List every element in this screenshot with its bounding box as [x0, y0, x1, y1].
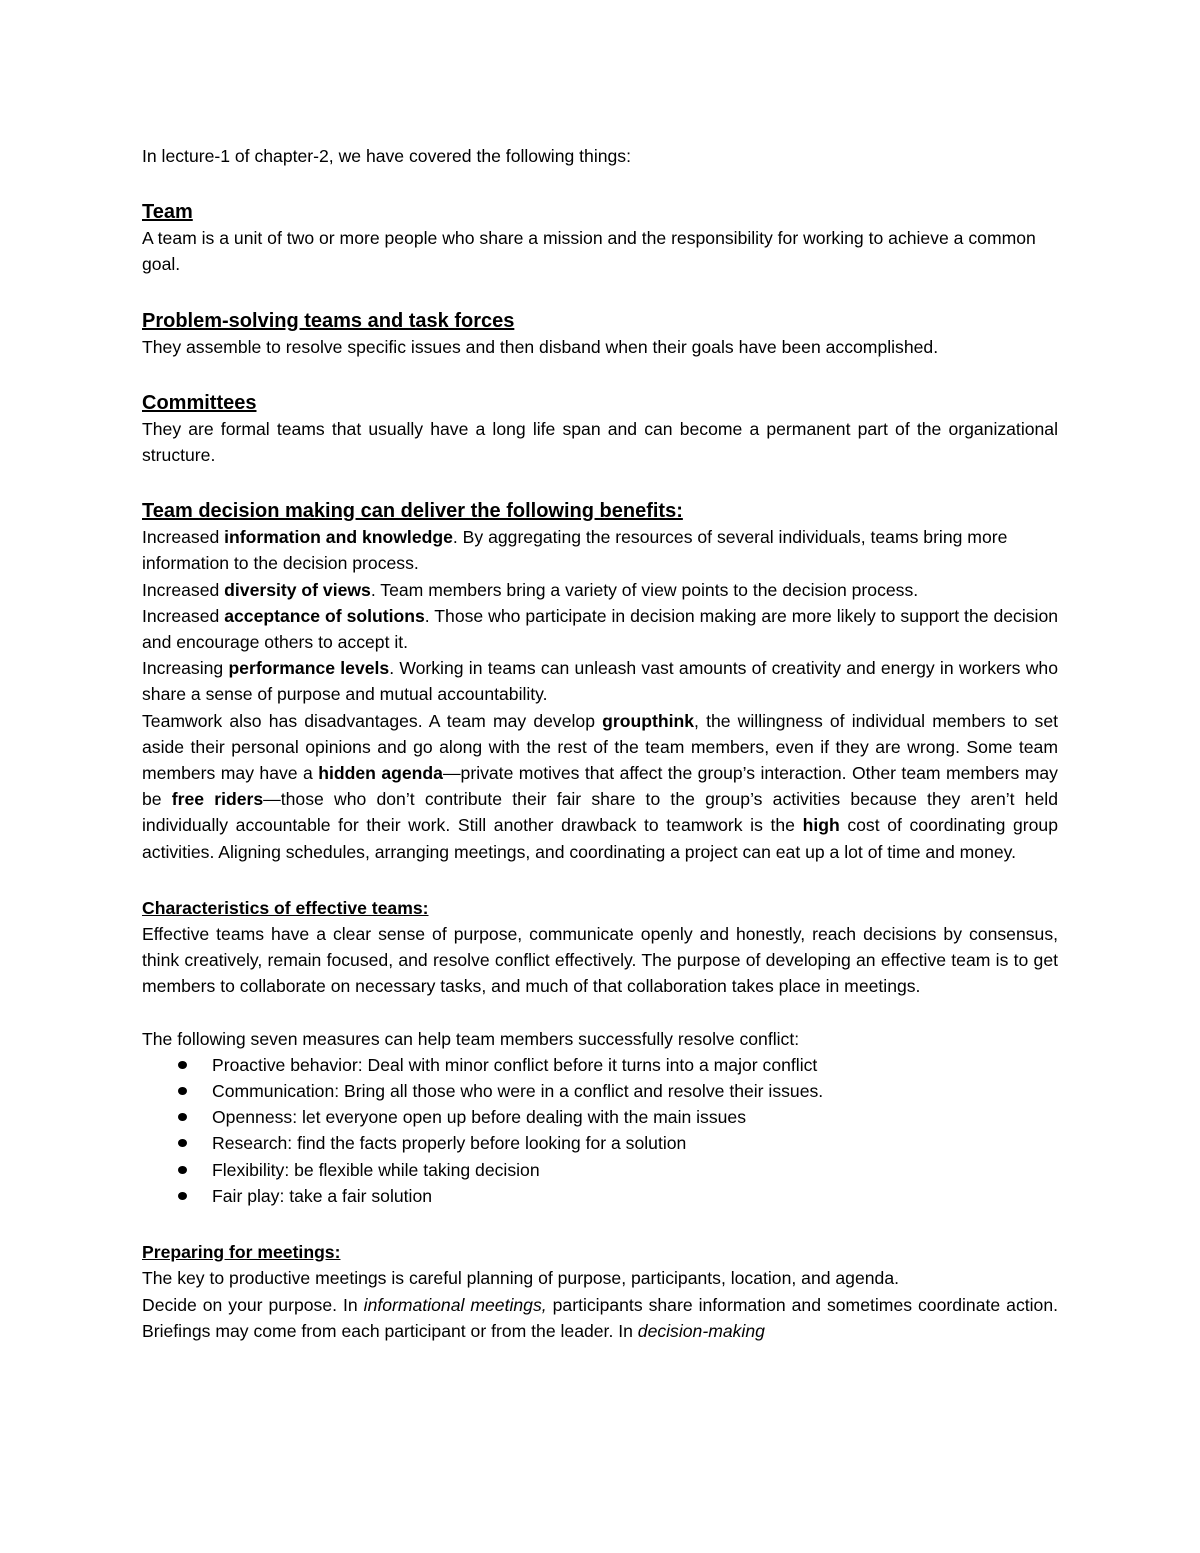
list-item: Research: find the facts properly before looking for a solution: [142, 1130, 1058, 1156]
heading-meetings: Preparing for meetings:: [142, 1242, 341, 1263]
bullet-icon: [178, 1061, 187, 1069]
heading-problem-solving: Problem-solving teams and task forces: [142, 309, 515, 332]
benefit-performance: Increasing performance levels. Working in teams can unleash vast amounts of creativity and energy in workers who share a sense of purpose and mutual accountability.: [142, 658, 1058, 705]
bullet-icon: [178, 1087, 187, 1095]
bullet-icon: [178, 1166, 187, 1174]
heading-committees: Committees: [142, 391, 257, 414]
bullet-icon: [178, 1139, 187, 1147]
intro-text: In lecture-1 of chapter-2, we have covered the following things:: [142, 146, 631, 166]
heading-characteristics: Characteristics of effective teams:: [142, 897, 429, 918]
characteristics-text: Effective teams have a clear sense of purpose, communicate openly and honestly, reach decisions by consensus, think creatively, remain focused, and resolve conflict effectively. The purpose of developing an effective team is to get members to collaborate on necessary tasks, and much of that collaboration takes place in meetings.: [142, 924, 1058, 997]
list-item: Proactive behavior: Deal with minor conflict before it turns into a major conflict: [142, 1052, 1058, 1078]
benefit-acceptance: Increased acceptance of solutions. Those who participate in decision making are more likely to support the decision and encourage others to accept it.: [142, 605, 1059, 653]
committees-text: They are formal teams that usually have a long life span and can become a permanent part of the organizational structure.: [142, 418, 1058, 466]
conflict-list: [142, 1052, 1058, 1209]
conflict-intro: The following seven measures can help team members successfully resolve conflict:: [142, 1028, 800, 1049]
bullet-icon: [178, 1192, 187, 1200]
heading-team: Team: [142, 201, 193, 224]
list-item: Communication: Bring all those who were in a conflict and resolve their issues.: [142, 1078, 1058, 1104]
team-text: A team is a unit of two or more people who share a mission and the responsibility for working to achieve a common goal.: [142, 228, 1036, 275]
document-page: [142, 143, 1058, 1344]
list-item: Flexibility: be flexible while taking decision: [142, 1157, 1058, 1183]
problem-solving-text: They assemble to resolve specific issues and then disband when their goals have been accomplished.: [142, 336, 939, 357]
heading-benefits: Team decision making can deliver the following benefits:: [142, 500, 683, 523]
benefit-information: Increased information and knowledge. By aggregating the resources of several individuals, teams bring more information to the decision process.: [142, 527, 1008, 574]
disadvantages-paragraph: Teamwork also has disadvantages. A team may develop groupthink, the willingness of individual members to set aside their personal opinions and go along with the rest of the team members, even if they are wrong. Some team members may have a hidden agenda—private motives that affect the group’s interaction. Other team members may be free riders—those who don’t contribute their fair share to the group’s activities because they aren’t held individually accountable for their work. Still another drawback to teamwork is the high cost of coordinating group activities. Aligning schedules, arranging meetings, and coordinating a project can eat up a lot of time and money.: [142, 710, 1058, 862]
list-item: Openness: let everyone open up before dealing with the main issues: [142, 1104, 1058, 1130]
meetings-text: The key to productive meetings is careful planning of purpose, participants, location, and agenda.: [142, 1268, 899, 1289]
bullet-icon: [178, 1113, 187, 1121]
benefit-diversity: Increased diversity of views. Team members bring a variety of view points to the decision process.: [142, 579, 919, 600]
meetings-purpose: Decide on your purpose. In informational meetings, participants share information and sometimes coordinate action. Briefings may come from each participant or from the leader. In decision-making: [142, 1294, 1058, 1341]
list-item: Fair play: take a fair solution: [142, 1183, 1058, 1209]
